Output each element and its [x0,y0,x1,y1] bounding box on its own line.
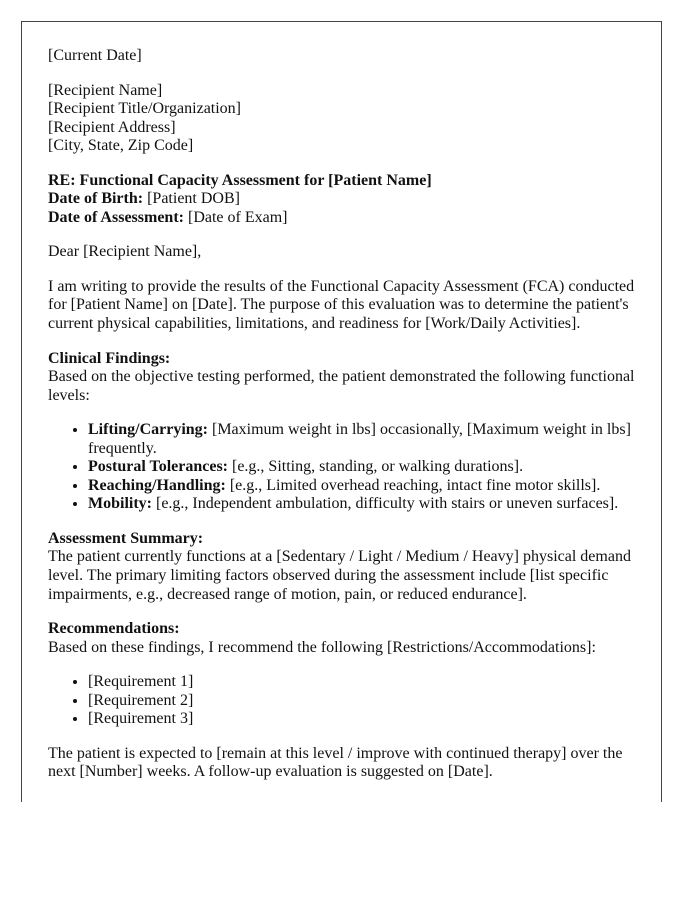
recommendations-heading-text: Recommendations: [48,620,180,638]
list-item-lifting-carrying [88,421,637,458]
list-item-label: Reaching/Handling: [88,476,226,494]
dob-line [48,190,637,209]
list-item-postural-tolerances [88,458,637,477]
assessment-date-line [48,209,637,228]
list-item-label: Lifting/Carrying: [88,421,208,439]
recommendations-intro: Based on these findings, I recommend the following [Restrictions/Accommodations]: [48,638,596,656]
clinical-findings-intro: Based on the objective testing performed, the patient demonstrated the following functional levels: [48,368,635,404]
list-item-mobility [88,495,637,514]
assessment-summary-section [48,530,637,604]
recipient-block [48,82,637,156]
re-line [48,172,637,191]
list-item-text: [Maximum weight in lbs] occasionally, [Maximum weight in lbs] frequently. [88,421,631,457]
intro-paragraph: I am writing to provide the results of the Functional Capacity Assessment (FCA) conducted for [Patient Name] on [Date]. The purpose of this evaluation was to determine the patient's current physical capabilities, limitations, and readiness for [Work/Daily Activities]. [48,277,635,333]
clinical-findings-section [48,350,637,406]
re-line-text: RE: Functional Capacity Assessment for [Patient Name] [48,171,432,189]
recommendations-list [48,673,637,729]
recipient-title: [Recipient Title/Organization] [48,100,242,118]
list-item-text: [e.g., Sitting, standing, or walking durations]. [228,458,524,476]
recommendations-heading [48,620,637,639]
list-item-requirement-1: • [Requirement 1] [88,673,637,692]
clinical-findings-heading [48,350,637,369]
subject-block [48,172,637,228]
list-item-label: Mobility: [88,495,152,513]
clinical-findings-heading-text: Clinical Findings: [48,349,171,367]
clinical-findings-list [48,421,637,514]
recipient-name: [Recipient Name] [48,81,163,99]
recipient-city-state-zip: [City, State, Zip Code] [48,137,194,155]
list-item-reaching-handling [88,477,637,496]
assessment-summary-body: The patient currently functions at a [Sedentary / Light / Medium / Heavy] physical demand level. The primary limiting factors observed during the assessment include [list specific impairments, e.g., decreased range of motion, pain, or reduced endurance]. [48,548,631,603]
list-item-requirement-3: • [Requirement 3] [88,710,637,729]
list-item-label: Postural Tolerances: [88,458,228,476]
date-line: [Current Date] [48,47,142,64]
letter-page [21,21,662,802]
recommendations-section [48,620,637,657]
recipient-address: [Recipient Address] [48,118,176,136]
assessment-summary-heading [48,530,637,549]
list-item-text: [e.g., Limited overhead reaching, intact fine motor skills]. [225,476,601,494]
closing-paragraph: The patient is expected to [remain at this level / improve with continued therapy] over the next [Number] weeks. A follow-up evaluation is suggested on [Date]. [48,744,623,781]
salutation: Dear [Recipient Name], [48,243,202,261]
assessment-summary-heading-text: Assessment Summary: [48,529,204,547]
list-item-text: [e.g., Independent ambulation, difficulty with stairs or uneven surfaces]. [152,495,619,513]
dob-value: [Patient DOB] [143,190,240,208]
list-item-requirement-2: • [Requirement 2] [88,692,637,711]
assessment-date-label: Date of Assessment: [48,208,184,226]
dob-label: Date of Birth: [48,190,144,208]
assessment-date-value: [Date of Exam] [183,208,288,226]
